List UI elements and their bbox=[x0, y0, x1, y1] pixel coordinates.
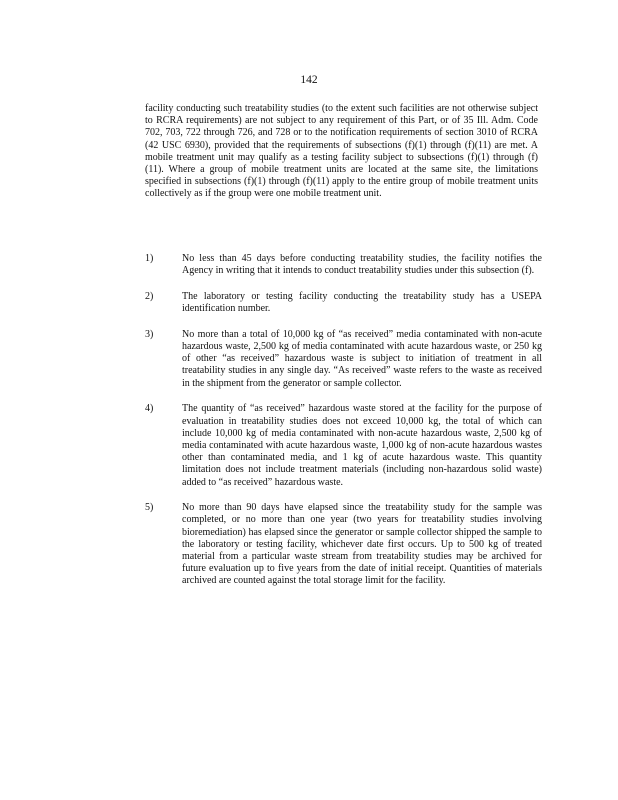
intro-paragraph: facility conducting such treatability studies (to the extent such facilities are not otherwise subject to RCRA requirements) are not subject to any requirement of this Part, or of 35 Ill. Adm. Code 702, 703, 722 through 726, and 728 or to the notification requirements of section 3010 of RCRA (42 USC 6930), provided that the requirements of subsections (f)(1) through (f)(11) are met. A mobile treatment unit may qualify as a testing facility subject to subsections (f)(1) through (f)(11). Where a group of mobile treatment units are located at the same site, the limitations specified in subsections (f)(1) through (f)(11) apply to the entire group of mobile treatment units collectively as if the group were one mobile treatment unit. bbox=[145, 103, 538, 200]
list-item bbox=[145, 253, 542, 277]
numbered-list bbox=[145, 253, 542, 601]
list-item-text: The quantity of “as received” hazardous waste stored at the facility for the purpose of evaluation in treatability studies does not exceed 10,000 kg, the total of which can include 10,000 kg of media contaminated with non-acute hazardous waste, 2,500 kg of media contaminated with acute hazardous waste, 1,000 kg of non-acute hazardous wastes other than contaminated media, and 1 kg of acute hazardous waste. This quantity limitation does not include treatment materials (including non-hazardous solid waste) added to “as received” hazardous waste. bbox=[182, 403, 542, 488]
list-item-number: 1) bbox=[145, 253, 154, 264]
list-item-text: The laboratory or testing facility conducting the treatability study has a USEPA identification number. bbox=[182, 290, 542, 315]
list-item bbox=[145, 291, 542, 315]
list-item-number: 4) bbox=[145, 403, 154, 415]
list-item bbox=[145, 403, 542, 488]
list-item-number: 5) bbox=[145, 502, 154, 514]
list-item bbox=[145, 502, 542, 587]
list-item-text: No more than 90 days have elapsed since the treatability study for the sample was completed, or no more than one year (two years for treatability studies involving bioremediation) has elapsed since the generator or sample collector shipped the sample to the laboratory or testing facility, whichever date first occurs. Up to 500 kg of treated material from a particular waste stream from treatability studies may be archived for future evaluation up to five years from the date of initial receipt. Quantities of materials archived are counted against the total storage limit for the facility. bbox=[182, 502, 542, 587]
page-number: 142 bbox=[300, 74, 318, 86]
list-item-text: No less than 45 days before conducting treatability studies, the facility notifies the Agency in writing that it intends to conduct treatability studies under this subsection (f). bbox=[182, 253, 542, 277]
list-item-number: 3) bbox=[145, 328, 154, 340]
list-item-text: No more than a total of 10,000 kg of “as received” media contaminated with non-acute hazardous waste, 2,500 kg of media contaminated with acute hazardous waste, or 250 kg of other “as received” hazardous waste is subject to initiation of treatment in all treatability studies in any single day. “As received” waste refers to the waste as received in the shipment from the generator or sample collector. bbox=[182, 328, 542, 389]
list-item bbox=[145, 329, 542, 390]
list-item-number: 2) bbox=[145, 290, 154, 302]
